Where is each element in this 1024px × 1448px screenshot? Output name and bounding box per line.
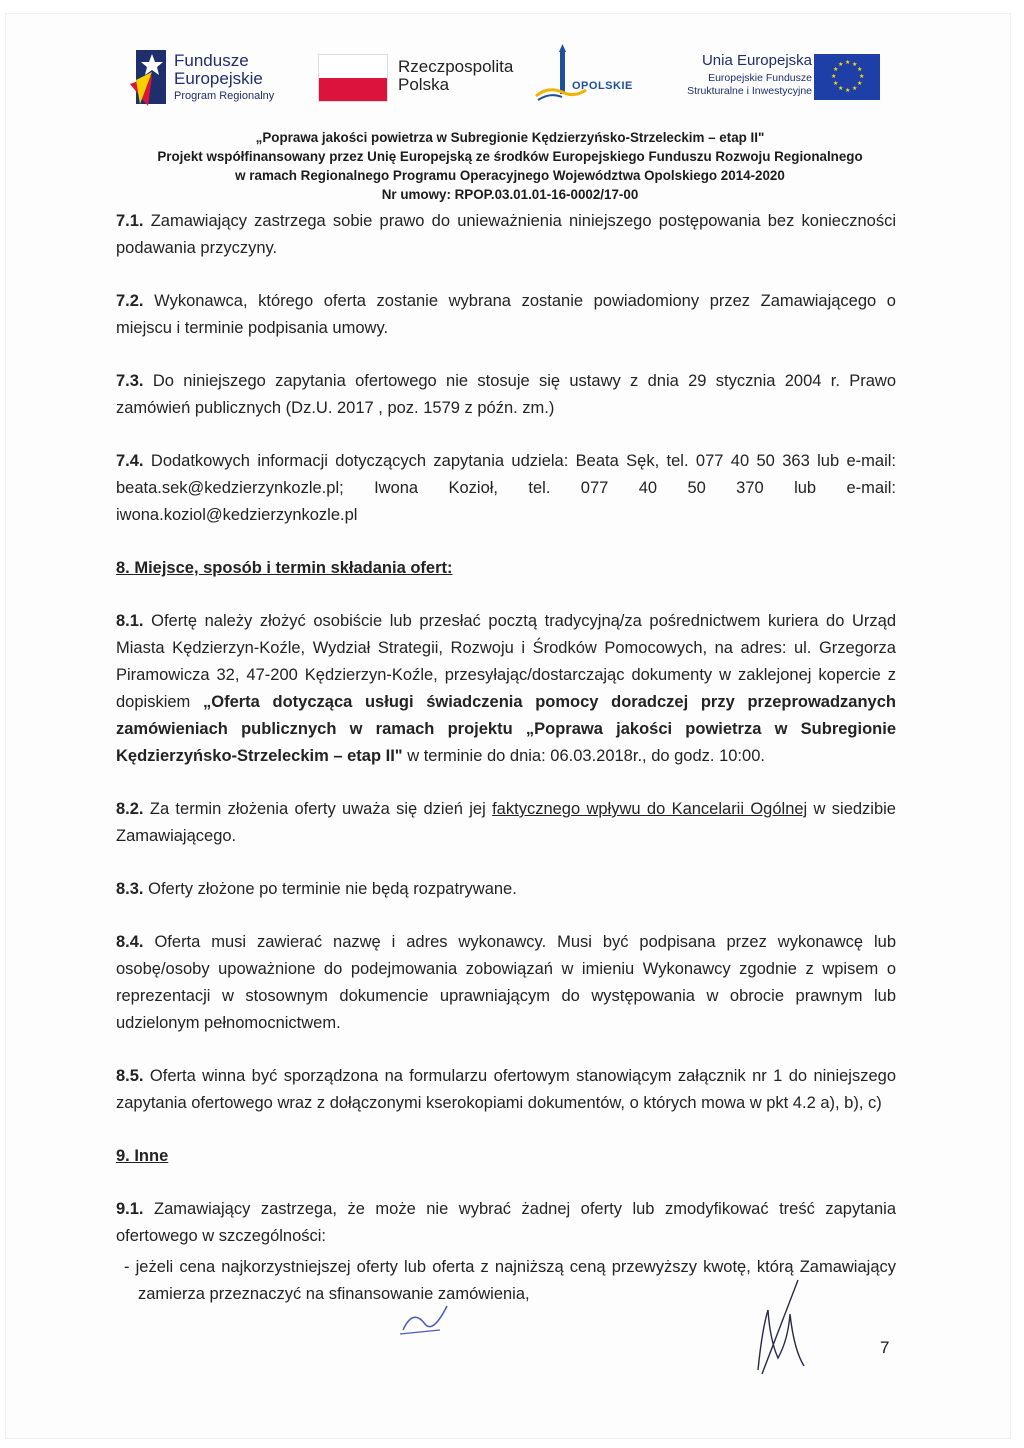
opolskie-logo: [528, 44, 638, 108]
svg-text:★: ★: [852, 85, 858, 92]
project-program: w ramach Regionalnego Programu Operacyjnego Województwa Opolskiego 2014-2020: [235, 168, 785, 183]
handwritten-signature: [740, 1270, 820, 1380]
underlined-text: faktycznego wpływu do Kancelarii Ogólnej: [492, 800, 808, 818]
svg-text:★: ★: [859, 73, 865, 80]
paragraph-number: 8.4.: [116, 933, 144, 951]
paragraph-8-4: [116, 929, 896, 1037]
rzeczpospolita-polska-logo: [318, 54, 518, 114]
paragraph-7-3: [116, 368, 896, 422]
document-body: [116, 208, 896, 1308]
svg-text:★: ★: [845, 87, 851, 94]
tower-icon: [528, 44, 588, 104]
svg-text:★: ★: [833, 66, 839, 73]
paragraph-text: Zamawiający zastrzega, że może nie wybrać żadnej oferty lub zmodyfikować treść zapytania ofertowego w szczególności:: [116, 1200, 896, 1245]
unia-europejska-logo: [670, 50, 890, 110]
paragraph-number: 7.4.: [116, 452, 144, 470]
paragraph-8-3: [116, 876, 896, 903]
paragraph-number: 7.1.: [116, 212, 144, 230]
pl-line1: Rzeczpospolita: [398, 57, 514, 76]
paragraph-text: Za termin złożenia oferty uważa się dzień jej: [149, 800, 486, 818]
svg-text:★: ★: [838, 85, 844, 92]
paragraph-number: 8.1.: [116, 612, 144, 630]
paragraph-8-1: [116, 608, 896, 770]
eu-sub2: Strukturalne i Inwestycyjne: [687, 85, 812, 97]
paragraph-number: 8.5.: [116, 1067, 144, 1085]
paragraph-9-1: [116, 1196, 896, 1250]
fe-line1: Fundusze: [174, 51, 249, 70]
paragraph-number: 8.2.: [116, 800, 144, 818]
paragraph-7-1: [116, 208, 896, 262]
paragraph-number: 8.3.: [116, 880, 144, 898]
project-cofinancing: Projekt współfinansowany przez Unię Europejską ze środków Europejskiego Funduszu Rozwoju Regionalnego: [157, 149, 863, 164]
paragraph-8-5: [116, 1063, 896, 1117]
svg-text:★: ★: [857, 80, 863, 87]
fe-line2: Europejskie: [174, 69, 263, 88]
bullet-item: - jeżeli cena najkorzystniejszej oferty lub oferta z najniższą ceną przewyższy kwotę, którą Zamawiający zamierza przeznaczyć na sfinansowanie zamówienia,: [124, 1258, 896, 1303]
section-9-heading: 9. Inne: [116, 1147, 169, 1165]
paragraph-text: Oferta musi zawierać nazwę i adres wykonawcy. Musi być podpisana przez wykonawcę lub osobę/osoby upoważnione do podejmowania zobowiązań w imieniu Wykonawcy zgodnie z wpisem o reprezentacji w stosownym dokumencie uprawniającym do występowania w obrocie prawnym lub udzielonym pełnomocnictwem.: [116, 933, 897, 1032]
deadline-text: w terminie do dnia: 06.03.2018r., do godz. 10:00.: [407, 747, 765, 765]
svg-text:★: ★: [831, 73, 837, 80]
project-header: [110, 128, 910, 204]
eu-flag-icon: [814, 54, 880, 100]
section-8-heading: 8. Miejsce, sposób i termin składania ofert:: [116, 559, 453, 577]
svg-text:★: ★: [852, 61, 858, 68]
fe-sub: Program Regionalny: [174, 90, 275, 102]
page-number: 7: [880, 1338, 890, 1357]
opolskie-text: OPOLSKIE: [572, 80, 633, 92]
pl-line2: Polska: [398, 75, 450, 94]
envelope-annotation: „Oferta dotycząca usługi świadczenia pomocy doradczej przy przeprowadzanych zamówieniach publicznych w ramach projektu „Poprawa jakości powietrza w Subregionie Kędzierzyńsko-Strzeleckim – etap II": [116, 693, 896, 765]
svg-text:★: ★: [833, 80, 839, 87]
project-title: „Poprawa jakości powietrza w Subregionie Kędzierzyńsko-Strzeleckim – etap II": [255, 130, 765, 145]
handwritten-paraph: [395, 1300, 455, 1340]
paragraph-text: Oferta winna być sporządzona na formularzu ofertowym stanowiącym załącznik nr 1 do niniejszego zapytania ofertowego wraz z dołączonymi kserokopiami dokumentów, o których mowa w pkt 4.2 a), b), c): [116, 1067, 896, 1112]
paragraph-7-4: [116, 448, 896, 529]
paragraph-text: Zamawiający zastrzega sobie prawo do unieważnienia niniejszego postępowania bez konieczności podawania przyczyny.: [116, 212, 896, 257]
fe-star-icon: [130, 50, 170, 106]
logo-bar: [130, 44, 890, 114]
svg-text:★: ★: [845, 59, 851, 66]
svg-text:★: ★: [838, 61, 844, 68]
eu-sub1: Europejskie Fundusze: [708, 72, 812, 84]
paragraph-7-2: [116, 288, 896, 342]
fundusze-europejskie-logo: [130, 50, 330, 110]
polish-flag-icon: [318, 54, 388, 102]
paragraph-text-end: w siedzibie Zamawiającego.: [116, 800, 896, 845]
paragraph-number: 7.3.: [116, 372, 144, 390]
paragraph-number: 7.2.: [116, 292, 144, 310]
svg-text:★: ★: [857, 66, 863, 73]
paragraph-8-2: [116, 796, 896, 850]
paragraph-number: 9.1.: [116, 1200, 144, 1218]
paragraph-text: Ofertę należy złożyć osobiście lub przesłać pocztą tradycyjną/za pośrednictwem kuriera do Urząd Miasta Kędzierzyn-Koźle, Wydział Strategii, Rozwoju i Środków Pomocowych, na adres: ul. Grzegorza Piramowicza 32, 47-200 Kędzierzyn-Koźle, przesyłając/dostarczając dokumenty w zaklejonej kopercie z dopiskiem: [116, 612, 896, 711]
paragraph-text: Oferty złożone po terminie nie będą rozpatrywane.: [148, 880, 517, 898]
paragraph-text: Dodatkowych informacji dotyczących zapytania udziela: Beata Sęk, tel. 077 40 50 363 lub e-mail: beata.sek@kedzierzynkozle.pl; Iwona Kozioł, tel. 077 40 50 370 lub e-mail: iwona.koziol@kedzierzynkozle.pl: [116, 452, 896, 524]
paragraph-text: Wykonawca, którego oferta zostanie wybrana zostanie powiadomiony przez Zamawiającego o miejscu i terminie podpisania umowy.: [116, 292, 896, 337]
paragraph-text: Do niniejszego zapytania ofertowego nie stosuje się ustawy z dnia 29 stycznia 2004 r. Prawo zamówień publicznych (Dz.U. 2017 , poz. 1579 z późn. zm.): [116, 372, 896, 417]
project-contract-number: Nr umowy: RPOP.03.01.01-16-0002/17-00: [381, 187, 639, 202]
eu-title: Unia Europejska: [701, 52, 812, 69]
